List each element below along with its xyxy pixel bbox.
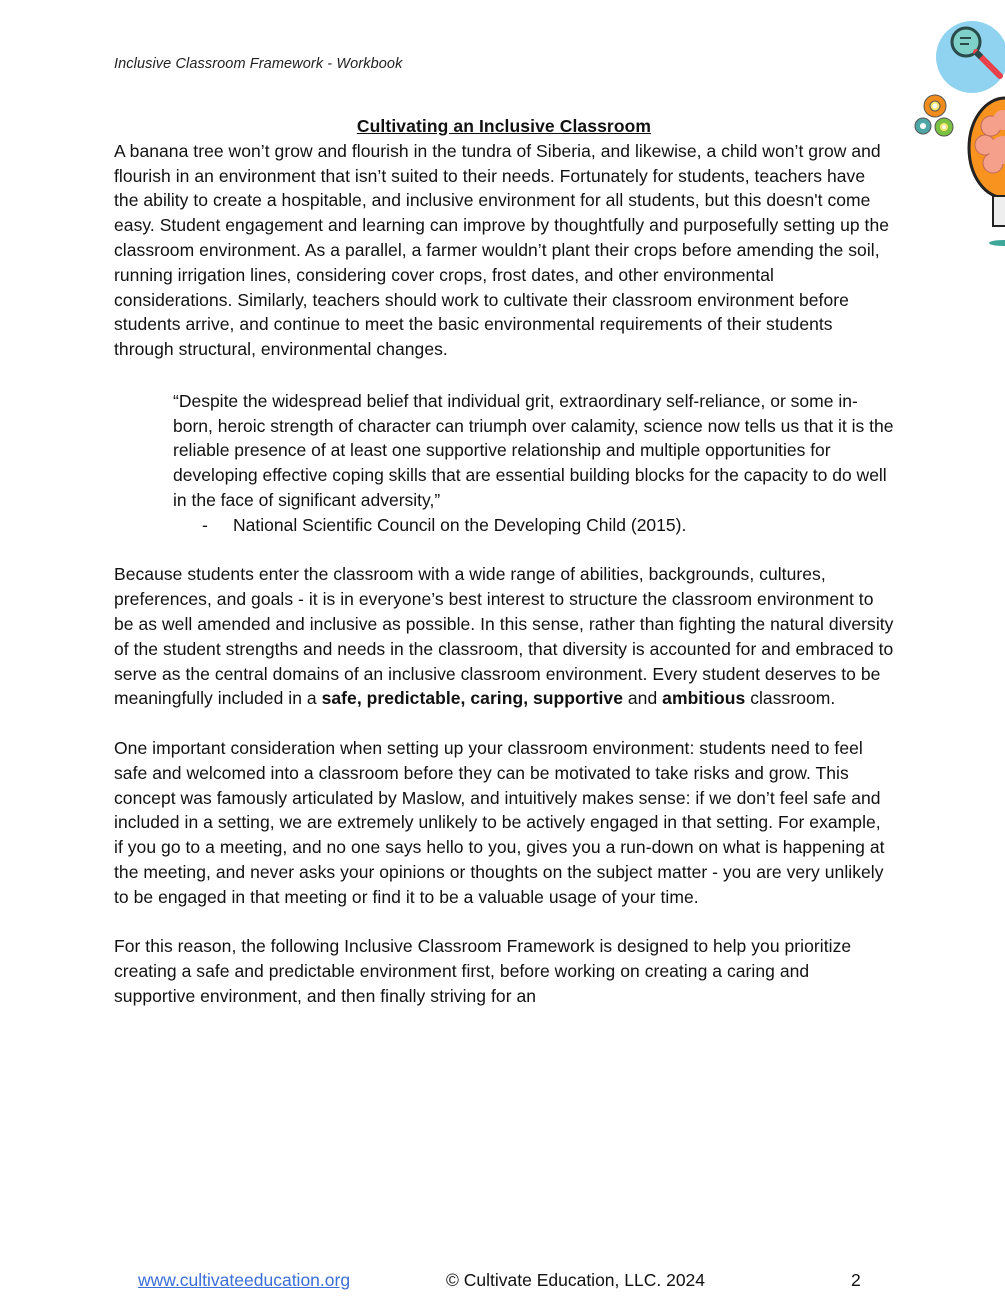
quote-attribution xyxy=(202,513,894,538)
bold-phrase-safe-predictable-caring-supportive: safe, predictable, caring, supportive xyxy=(321,688,623,709)
paragraph-maslow: One important consideration when setting up your classroom environment: students need to feel safe and welcomed into a classroom before they can be motivated to take risks and grow. This concept was famously articulated by Maslow, and intuitively makes sense: if we don’t feel safe and included in a setting, we are extremely unlikely to be actively engaged in that setting. For example, if you go to a meeting, and no one says hello to you, gives you a run-down on what is happening at the meeting, and never asks your opinions or thoughts on the subject matter - you are very unlikely to be engaged in that meeting or find it to be a valuable usage of your time. xyxy=(114,737,885,907)
document-body xyxy=(114,114,894,1009)
paragraph-text: Because students enter the classroom with a wide range of abilities, backgrounds, cultures, preferences, and goals - it is in everyone’s best interest to structure the classroom environment to be as well amended and inclusive as possible. In this sense, rather than fighting the natural diversity of the student strengths and needs in the classroom, that diversity is accounted for and embraced to serve as the central domains of an inclusive classroom environment. Every student deserves to be meaningfully included in a xyxy=(114,564,894,709)
page-number: 2 xyxy=(851,1270,861,1290)
running-header: Inclusive Classroom Framework - Workbook xyxy=(114,56,403,72)
brain-lightbulb-icon xyxy=(969,98,1005,246)
copyright-text: © Cultivate Education, LLC. 2024 xyxy=(446,1270,706,1290)
gears-icon xyxy=(915,95,953,136)
decorative-illustration xyxy=(885,0,1005,260)
attribution-text: National Scientific Council on the Developing Child (2015). xyxy=(233,514,687,535)
bold-phrase-ambitious: ambitious xyxy=(662,688,746,709)
list-dash: - xyxy=(202,514,208,535)
website-link[interactable]: www.cultivateeducation.org xyxy=(138,1270,351,1290)
paragraph-intro: A banana tree won’t grow and flourish in the tundra of Siberia, and likewise, a child won’t grow and flourish in an environment that isn’t suited to their needs. Fortunately for students, teachers have the ability to create a hospitable, and inclusive environment for all students, but this doesn't come easy. Student engagement and learning can improve by thoughtfully and purposefully setting up the classroom environment. As a parallel, a farmer wouldn’t plant their crops before amending the soil, running irrigation lines, considering cover crops, frost dates, and other environmental considerations. Similarly, teachers should work to cultivate their classroom environment before students arrive, and continue to meet the basic environmental requirements of their students through structural, environmental changes. xyxy=(114,140,890,360)
paragraph-text: and xyxy=(622,688,663,709)
paragraph-text: classroom. xyxy=(745,688,836,709)
block-quote: “Despite the widespread belief that individual grit, extraordinary self-reliance, or some in-born, heroic strength of character can triumph over calamity, science now tells us that it is the reliable presence of at least one supportive relationship and multiple opportunities for developing effective coping skills that are essential building blocks for the capacity to do well in the face of significant adversity,” xyxy=(173,390,894,510)
paragraph-framework: For this reason, the following Inclusive Classroom Framework is designed to help you prioritize creating a safe and predictable environment first, before working on creating a caring and supportive environment, and then finally striving for an xyxy=(114,936,852,1006)
page-footer xyxy=(0,1270,1005,1296)
page-title: Cultivating an Inclusive Classroom xyxy=(356,116,652,136)
paragraph-diversity xyxy=(114,562,894,711)
magnifying-glass-icon xyxy=(936,21,1005,93)
